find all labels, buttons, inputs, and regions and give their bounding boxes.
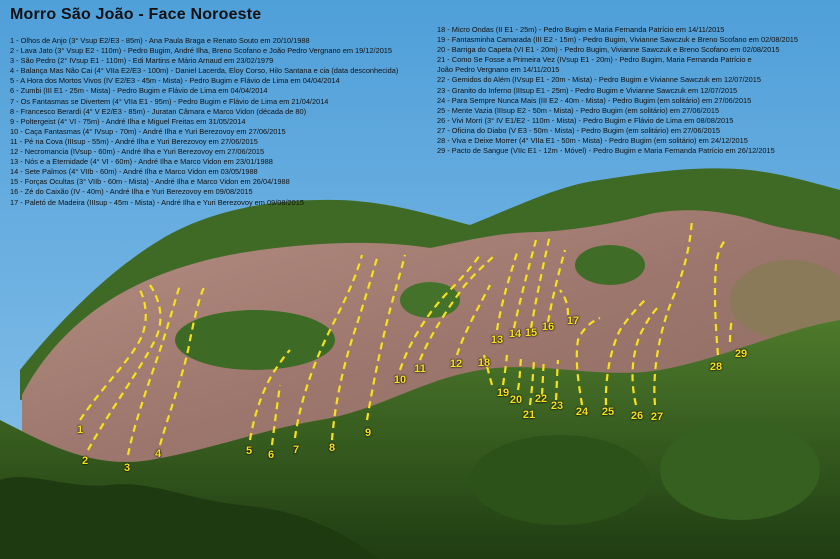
foreground-tree: [470, 435, 650, 525]
route-legend-entry: 19 - Fantasminha Camarada (III E2 - 15m) - Pedro Bugim, Vivianne Sawczuk e Breno Scofano em 02/08/2015: [437, 35, 798, 45]
route-number-label: 7: [292, 444, 300, 456]
route-legend-entry: 9 - Poltergeist (4° VI - 75m) - André Ilha e Miguel Freitas em 31/05/2014: [10, 116, 246, 126]
route-legend-entry: 10 - Caça Fantasmas (4° IVsup - 70m) - André Ilha e Yuri Berezovoy em 27/06/2015: [10, 126, 286, 136]
route-number-label: 28: [709, 361, 723, 373]
route-legend-left: [10, 36, 398, 208]
route-number-label: 27: [650, 411, 664, 423]
route-number-label: 3: [123, 462, 131, 474]
rock-vegetation-patch: [575, 245, 645, 285]
route-number-label: 12: [449, 358, 463, 370]
route-legend-entry: 2 - Lava Jato (3° Vsup E2 - 110m) - Pedro Bugim, André Ilha, Breno Scofano e João Pedro Vergnano em 19/12/2015: [10, 46, 393, 56]
route-number-label: 15: [524, 327, 538, 339]
route-number-label: 4: [154, 448, 162, 460]
route-number-label: 17: [566, 315, 580, 327]
route-legend-entry: 12 - Necromancia (IVsup - 60m) - André Ilha e Yuri Berezovoy em 27/06/2015: [10, 147, 265, 157]
route-legend-entry: 20 - Barriga do Capeta (VI E1 - 20m) - Pedro Bugim, Vivianne Sawczuk e Breno Scofano em 02/08/2015: [437, 45, 780, 55]
route-legend-entry: 11 - Pé na Cova (IIIsup - 55m) - André Ilha e Yuri Berezovoy em 27/06/2015: [10, 136, 258, 146]
route-number-label: 26: [630, 410, 644, 422]
route-legend-entry: 27 - Oficina do Diabo (V E3 - 50m - Mista) - Pedro Bugim (em solitário) em 27/06/2015: [437, 125, 721, 135]
route-legend-entry: 24 - Para Sempre Nunca Mais (III E2 - 40m - Mista) - Pedro Bugim (em solitário) em 27/06/2015: [437, 95, 752, 105]
route-legend-entry: 6 - Zumbi (III E1 - 25m - Mista) - Pedro Bugim e Flávio de Lima em 04/04/2014: [10, 86, 268, 96]
route-legend-entry: 21 - Como Se Fosse a Primeira Vez (IVsup E1 - 20m) - Pedro Bugim, Maria Fernanda Patrício e: [437, 55, 752, 65]
route-legend-entry: 25 - Mente Vazia (IIIsup E2 - 50m - Mista) - Pedro Bugim (em solitário) em 27/06/2015: [437, 105, 720, 115]
route-number-label: 21: [522, 409, 536, 421]
route-legend-entry: 26 - Vivi Morri (3° IV E1/E2 - 110m - Mista) - Pedro Bugim e Flávio de Lima em 08/08/2015: [437, 115, 734, 125]
route-number-label: 14: [508, 328, 522, 340]
route-number-label: 23: [550, 400, 564, 412]
route-legend-entry: 15 - Forças Ocultas (3° VIIb - 60m - Mista) - André Ilha e Marco Vidon em 26/04/1988: [10, 177, 290, 187]
route-legend-entry: 16 - Zé do Caixão (IV - 40m) - André Ilha e Yuri Berezovoy em 09/08/2015: [10, 187, 253, 197]
rock-vegetation-patch: [175, 310, 335, 370]
route-number-label: 9: [364, 427, 372, 439]
route-legend-entry: 22 - Gemidos do Além (IVsup E1 - 20m - Mista) - Pedro Bugim e Vivianne Sawczuk em 12/07/2015: [437, 75, 761, 85]
route-legend-entry: 5 - A Hora dos Mortos Vivos (IV E2/E3 - 45m - Mista) - Pedro Bugim e Flávio de Lima em 04/04/2014: [10, 76, 340, 86]
route-number-label: 10: [393, 374, 407, 386]
route-number-label: 22: [534, 393, 548, 405]
route-number-label: 24: [575, 406, 589, 418]
route-number-label: 16: [541, 321, 555, 333]
route-legend-entry: 7 - Os Fantasmas se Divertem (4° VIIa E1 - 95m) - Pedro Bugim e Flávio de Lima em 21/04/2014: [10, 96, 329, 106]
route-legend-entry: 8 - Francesco Berardi (4° V E2/E3 - 85m) - Juratan Câmara e Marco Vidon (década de 80): [10, 106, 307, 116]
route-legend-entry: 4 - Balança Mas Não Cai (4° VIIa E2/E3 - 100m) - Daniel Lacerda, Eloy Corso, Hilo Santana e cia (data desconhecida): [10, 66, 399, 76]
route-number-label: 6: [267, 449, 275, 461]
route-legend-right: [437, 25, 798, 156]
route-number-label: 20: [509, 394, 523, 406]
route-number-label: 5: [245, 445, 253, 457]
route-legend-entry: 29 - Pacto de Sangue (VIIc E1 - 12m - Móvel) - Pedro Bugim e Maria Fernanda Patrício em 26/12/2015: [437, 146, 775, 156]
route-legend-entry: João Pedro Vergnano em 14/11/2015: [437, 65, 560, 75]
route-legend-entry: 23 - Granito do Inferno (IIIsup E1 - 25m) - Pedro Bugim e Vivianne Sawczuk em 12/07/2015: [437, 85, 738, 95]
route-number-label: 1: [76, 424, 84, 436]
route-legend-entry: 1 - Olhos de Anjo (3° Vsup E2/E3 - 85m) - Ana Paula Braga e Renato Souto em 20/10/1988: [10, 36, 310, 45]
route-legend-entry: 13 - Nós e a Eternidade (4° VI - 60m) - André Ilha e Marco Vidon em 23/01/1988: [10, 157, 273, 167]
route-legend-entry: 17 - Paletó de Madeira (IIIsup - 45m - Mista) - André Ilha e Yuri Berezovoy em 09/08/2015: [10, 197, 304, 207]
route-legend-entry: 18 - Micro Ondas (II E1 - 25m) - Pedro Bugim e Maria Fernanda Patrício em 14/11/2015: [437, 25, 725, 34]
route-number-label: 2: [81, 455, 89, 467]
route-number-label: 8: [328, 442, 336, 454]
route-legend-entry: 3 - São Pedro (2° IVsup E1 - 110m) - Edi Martins e Mário Arnaud em 23/02/1979: [10, 56, 274, 66]
route-number-label: 19: [496, 387, 510, 399]
foreground-tree: [660, 420, 820, 520]
route-number-label: 25: [601, 406, 615, 418]
route-legend-entry: 28 - Viva e Deixe Morrer (4° VIIa E1 - 50m - Mista) - Pedro Bugim (em solitário) em 24/12/2015: [437, 136, 748, 146]
route-number-label: 18: [477, 357, 491, 369]
route-number-label: 29: [734, 348, 748, 360]
page-title: Morro São João - Face Noroeste: [10, 6, 262, 23]
route-number-label: 13: [490, 334, 504, 346]
route-legend-entry: 14 - Sete Palmos (4° VIIb - 60m) - André Ilha e Marco Vidon em 03/05/1988: [10, 167, 258, 177]
route-number-label: 11: [414, 363, 426, 375]
